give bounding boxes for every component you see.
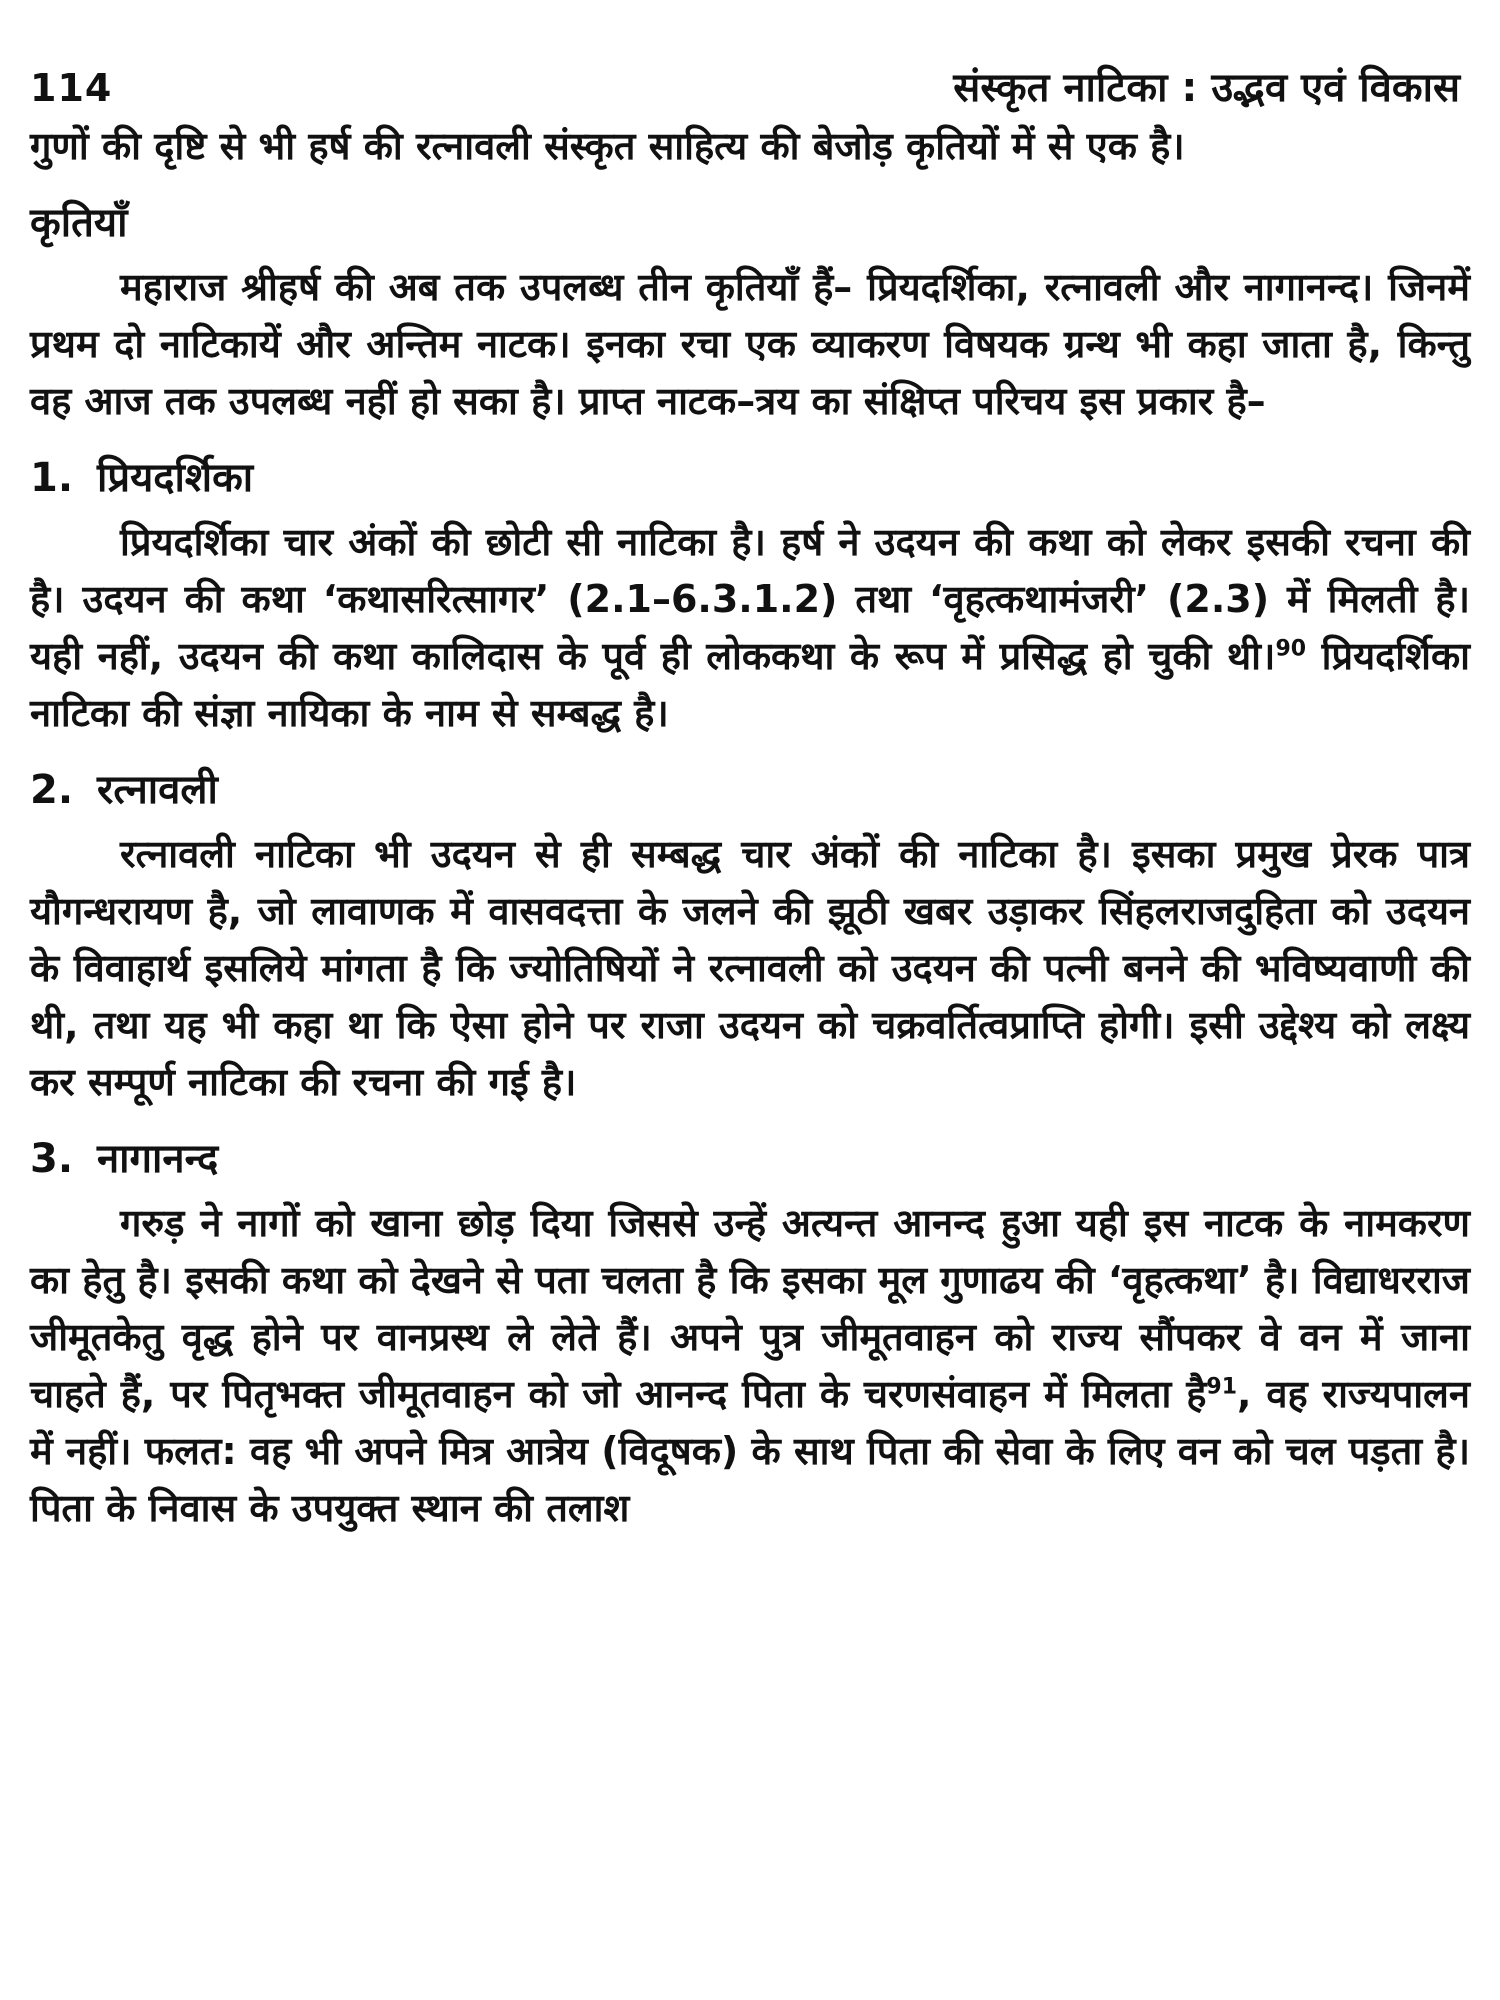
footnote-ref: 91 [1206, 1374, 1238, 1400]
section-number: 2. [30, 767, 74, 813]
section-paragraph-priyadarshika [30, 514, 1470, 742]
section-paragraph-nagananda [30, 1195, 1470, 1537]
section-heading-text: नागानन्द [96, 1136, 219, 1182]
intro-paragraph: गुणों की दृष्टि से भी हर्ष की रत्नावली संस्कृत साहित्य की बेजोड़ कृतियों में से एक है। [30, 124, 1185, 168]
footnote-ref: 90 [1275, 636, 1307, 662]
section-number: 3. [30, 1136, 74, 1182]
section-paragraph-kritiyan: महाराज श्रीहर्ष की अब तक उपलब्ध तीन कृतियाँ हैं– प्रियदर्शिका, रत्नावली और नागानन्द। जिनमें प्रथम दो नाटिकायें और अन्तिम नाटक। इनका रचा एक व्याकरण विषयक ग्रन्थ भी कहा जाता है, किन्तु वह आज तक उपलब्ध नहीं हो सका है। प्राप्त नाटक–त्रय का संक्षिप्त परिचय इस प्रकार है– [30, 265, 1470, 423]
paragraph-text: प्रियदर्शिका नाटिका की संज्ञा नायिका के नाम से सम्बद्ध है। [30, 634, 1471, 735]
section-heading-text: प्रियदर्शिका [96, 455, 254, 501]
section-paragraph-ratnavali: रत्नावली नाटिका भी उदयन से ही सम्बद्ध चार अंकों की नाटिका है। इसका प्रमुख प्रेरक पात्र यौगन्धरायण है, जो लावाणक में वासवदत्ता के जलने की झूठी खबर उड़ाकर सिंहलराजदुहिता को उदयन के विवाहार्थ इसलिये मांगता है कि ज्योतिषियों ने रत्नावली को उदयन की पत्नी बनने की भविष्यवाणी की थी, तथा यह भी कहा था कि ऐसा होने पर राजा उदयन को चक्रवर्तित्वप्राप्ति होगी। इसी उद्देश्य को लक्ष्य कर सम्पूर्ण नाटिका की रचना की गई है। [30, 832, 1470, 1104]
paragraph-text: , वह राज्यपालन में नहीं। फलत: वह भी अपने मित्र आत्रेय (विदूषक) के साथ पिता की सेवा के लिए वन को चल पड़ता है। पिता के निवास के उपयुक्त स्थान की तलाश [30, 1372, 1470, 1530]
page-header [30, 58, 1470, 118]
section-heading-text: रत्नावली [96, 767, 218, 813]
paragraph-text: प्रियदर्शिका चार अंकों की छोटी सी नाटिका है। हर्ष ने उदयन की कथा को लेकर इसकी रचना की है। उदयन की कथा ‘कथासरित्सागर’ (2.1–6.3.1.2) तथा ‘वृहत्कथामंजरी’ (2.3) में मिलती है। यही नहीं, उदयन की कथा कालिदास के पूर्व ही लोककथा के रूप में प्रसिद्ध हो चुकी थी। [30, 520, 1471, 678]
book-page [30, 58, 1470, 1537]
running-title: संस्कृत नाटिका : उद्भव एवं विकास [953, 65, 1460, 111]
section-heading-kritiyan [30, 193, 1470, 253]
section-heading-nagananda [30, 1129, 1470, 1189]
section-heading-text: कृतियाँ [30, 200, 128, 246]
section-number: 1. [30, 455, 74, 501]
page-number: 114 [30, 66, 113, 110]
paragraph-text: गरुड़ ने नागों को खाना छोड़ दिया जिससे उन्हें अत्यन्त आनन्द हुआ यही इस नाटक के नामकरण का हेतु है। इसकी कथा को देखने से पता चलता है कि इसका मूल गुणाढय की ‘वृहत्कथा’ है। विद्याधरराज जीमूतकेतु वृद्ध होने पर वानप्रस्थ ले लेते हैं। अपने पुत्र जीमूतवाहन को राज्य सौंपकर वे वन में जाना चाहते हैं, पर पितृभक्त जीमूतवाहन को जो आनन्द पिता के चरणसंवाहन में मिलता है [30, 1201, 1470, 1416]
section-heading-priyadarshika [30, 448, 1470, 508]
section-heading-ratnavali [30, 760, 1470, 820]
